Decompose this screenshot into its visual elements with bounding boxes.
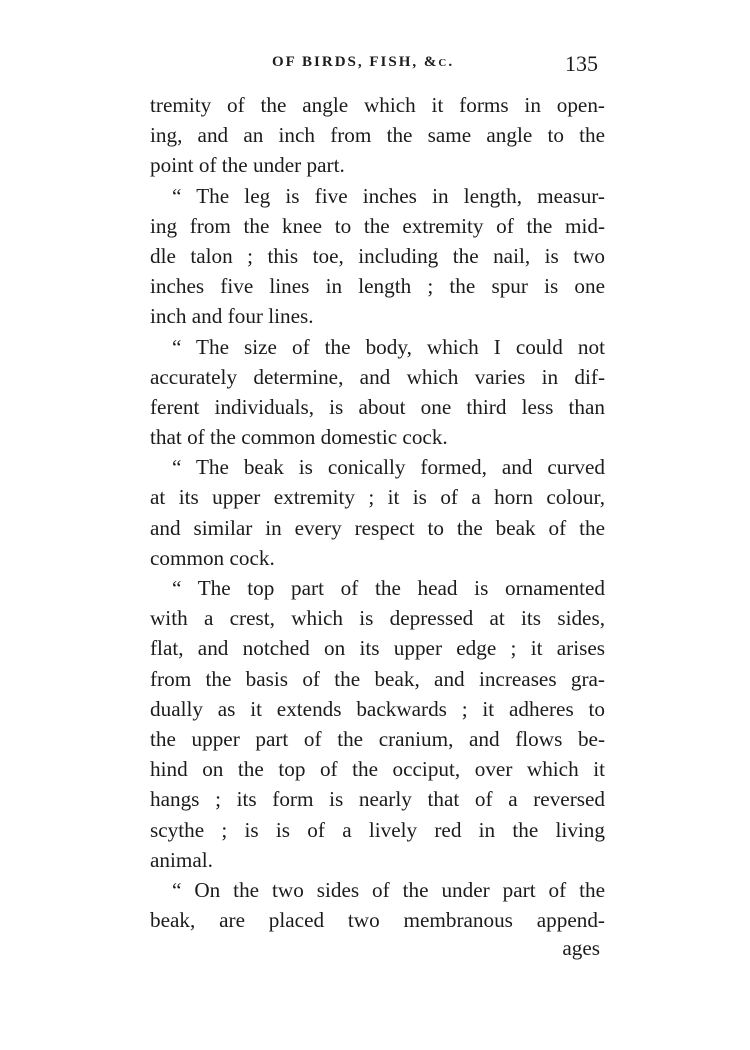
- text-line: inches five lines in length ; the spur is one: [150, 274, 605, 299]
- text-line: hind on the top of the occiput, over which it: [150, 757, 605, 782]
- text-line: dually as it extends backwards ; it adheres to: [150, 696, 605, 721]
- text-line: the upper part of the cranium, and flows be-: [150, 726, 605, 751]
- text-line: tremity of the angle which it forms in open-: [150, 93, 605, 117]
- text-line: that of the common domestic cock.: [150, 425, 448, 450]
- text-line: animal.: [150, 847, 213, 872]
- text-line: scythe ; is is of a lively red in the living: [150, 817, 605, 842]
- text-line: “ The beak is conically formed, and curved: [172, 455, 605, 480]
- text-line: at its upper extremity ; it is of a horn colour,: [150, 485, 605, 510]
- text-line: flat, and notched on its upper edge ; it arises: [150, 636, 605, 661]
- text-line: dle talon ; this toe, including the nail, is two: [150, 243, 605, 268]
- text-line: ferent individuals, is about one third less than: [150, 394, 605, 419]
- text-line: and similar in every respect to the beak of the: [150, 515, 605, 540]
- text-line: from the basis of the beak, and increases gra-: [150, 666, 605, 691]
- running-head: OF BIRDS, FISH, &c.: [272, 54, 455, 70]
- text-line: accurately determine, and which varies in dif-: [150, 364, 605, 389]
- text-line: hangs ; its form is nearly that of a reversed: [150, 787, 605, 812]
- text-line: ing, and an inch from the same angle to the: [150, 123, 605, 148]
- text-line: beak, are placed two membranous append-: [150, 908, 605, 933]
- page-number: 135: [565, 51, 598, 76]
- text-line: “ On the two sides of the under part of the: [172, 877, 605, 902]
- text-line: ing from the knee to the extremity of the mid-: [150, 213, 605, 238]
- text-line: with a crest, which is depressed at its sides,: [150, 606, 605, 631]
- text-line: common cock.: [150, 545, 275, 570]
- text-line: inch and four lines.: [150, 304, 314, 329]
- catchword: ages: [562, 936, 600, 960]
- body-text: [150, 90, 605, 935]
- text-line: “ The top part of the head is ornamented: [172, 576, 605, 600]
- page-header: [150, 52, 600, 82]
- text-line: “ The size of the body, which I could not: [172, 334, 605, 359]
- text-line: point of the under part.: [150, 153, 345, 178]
- text-line: “ The leg is five inches in length, measur-: [172, 183, 605, 208]
